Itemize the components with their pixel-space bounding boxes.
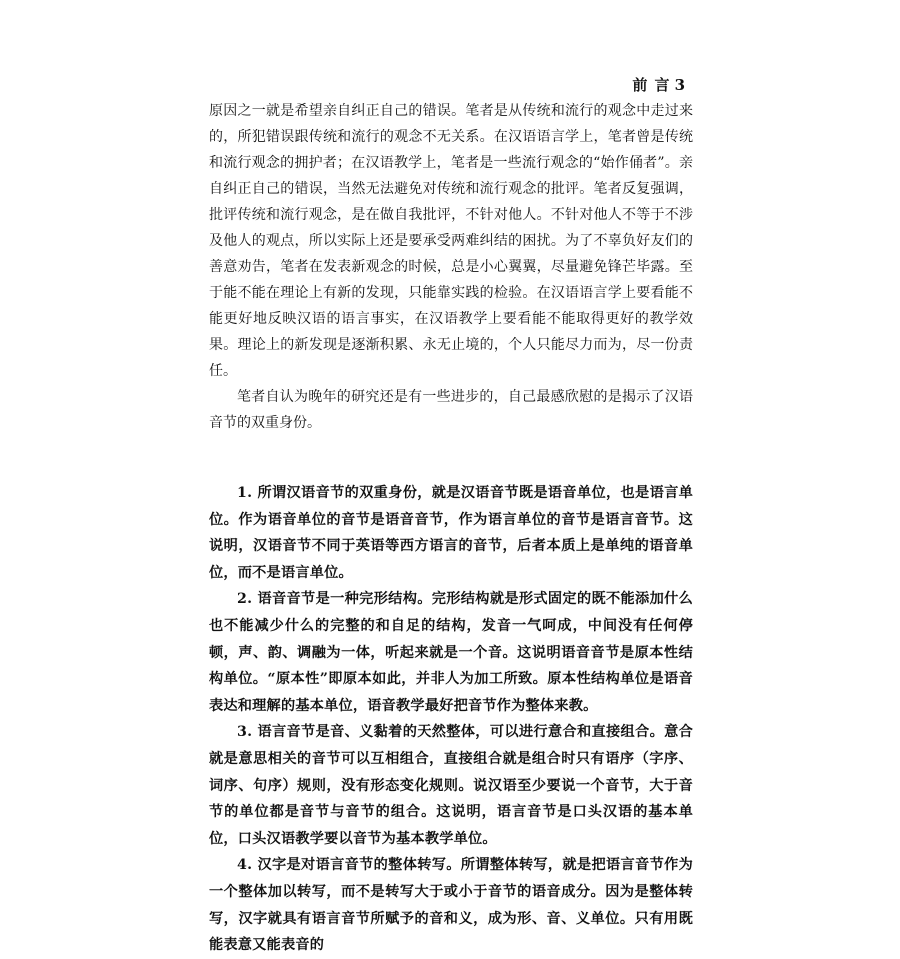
intro-paragraph-1: 原因之一就是希望亲自纠正自己的错误。笔者是从传统和流行的观念中走过来的，所犯错误跟传统和流行的观念不无关系。在汉语语言学上，笔者曾是传统和流行观念的拥护者；在汉语教学上，笔者是一些流行观念的“始作俑者”。亲自纠正自己的错误，当然无法避免对传统和流行观念的批评。笔者反复强调，批评传统和流行观念，是在做自我批评，不针对他人。不针对他人不等于不涉及他人的观点，所以实际上还是要承受两难纠结的困扰。为了不辜负好友们的善意劝告，笔者在发表新观念的时候，总是小心翼翼，尽量避免锋芒毕露。至于能不能在理论上有新的发现，只能靠实践的检验。在汉语语言学上要看能不能更好地反映汉语的语言事实，在汉语教学上要看能不能取得更好的教学效果。理论上的新发现是逐渐积累、永无止境的，个人只能尽力而为，尽一份责任。 [209,103,693,379]
intro-paragraph-2: 笔者自认为晚年的研究还是有一些进步的，自己最感欣慰的是揭示了汉语音节的双重身份。 [209,389,693,431]
page-number: 3 [674,76,686,94]
body-text [209,98,693,959]
section-title: 前 言 [632,76,671,94]
point-2: 2. 语音音节是一种完形结构。完形结构就是形式固定的既不能添加什么也不能减少什么的完整的和自足的结构，发音一气呵成，中间没有任何停顿，声、韵、调融为一体，听起来就是一个音。这说明语音音节是原本性结构单位。“原本性”即原本如此，并非人为加工所致。原本性结构单位是语音表达和理解的基本单位，语音教学最好把音节作为整体来教。 [209,591,693,714]
point-3: 3. 语言音节是音、义黏着的天然整体，可以进行意合和直接组合。意合就是意思相关的音节可以互相组合，直接组合就是组合时只有语序（字序、词序、句序）规则，没有形态变化规则。说汉语至少要说一个音节，大于音节的单位都是音节与音节的组合。这说明，语言音节是口头汉语的基本单位，口头汉语教学要以音节为基本教学单位。 [209,724,693,847]
point-4: 4. 汉字是对语言音节的整体转写。所谓整体转写，就是把语言音节作为一个整体加以转写，而不是转写大于或小于音节的语音成分。因为是整体转写，汉字就具有语言音节所赋予的音和义，成为形、音、义单位。只有用既能表意又能表音的 [209,857,693,954]
running-head [628,74,686,95]
point-1: 1. 所谓汉语音节的双重身份，就是汉语音节既是语音单位，也是语言单位。作为语音单位的音节是语音音节，作为语言单位的音节是语言音节。这说明，汉语音节不同于英语等西方语言的音节，后者本质上是单纯的语音单位，而不是语言单位。 [209,485,693,581]
numbered-points [209,480,693,959]
